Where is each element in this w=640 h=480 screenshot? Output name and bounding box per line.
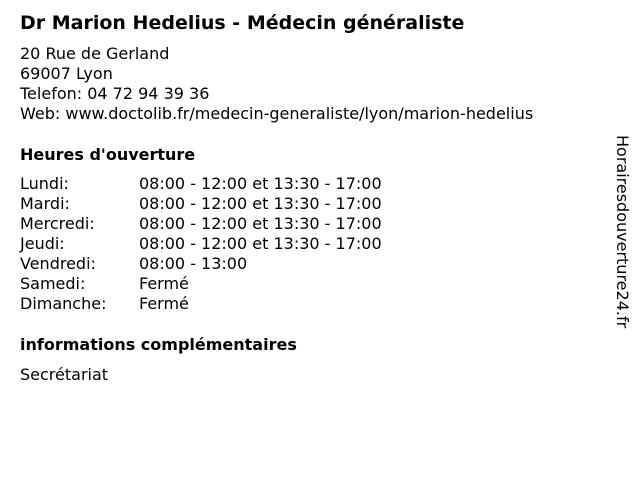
schedule-hours: Fermé [139, 274, 189, 293]
schedule-hours: Fermé [139, 294, 189, 313]
address-street: 20 Rue de Gerland [20, 44, 170, 63]
schedule-day: Samedi: [20, 274, 86, 293]
schedule-hours: 08:00 - 12:00 et 13:30 - 17:00 [139, 174, 382, 193]
schedule-hours: 08:00 - 12:00 et 13:30 - 17:00 [139, 214, 382, 233]
website: Web: www.doctolib.fr/medecin-generaliste/lyon/marion-hedelius [20, 104, 534, 123]
schedule-day: Lundi: [20, 174, 69, 193]
schedule-hours: 08:00 - 13:00 [139, 254, 248, 273]
schedule-day: Mercredi: [20, 214, 95, 233]
schedule-hours: 08:00 - 12:00 et 13:30 - 17:00 [139, 234, 382, 253]
page-title: Dr Marion Hedelius - Médecin généraliste [20, 12, 465, 34]
additional-info-heading: informations complémentaires [20, 335, 297, 354]
schedule-day: Jeudi: [20, 234, 65, 253]
additional-info-text: Secrétariat [20, 365, 109, 384]
watermark-text: Horairesdouverture24.fr [613, 135, 632, 329]
opening-hours-heading: Heures d'ouverture [20, 145, 196, 164]
schedule-day: Vendredi: [20, 254, 96, 273]
address-city: 69007 Lyon [20, 64, 113, 83]
schedule-day: Mardi: [20, 194, 70, 213]
watermark [612, 135, 632, 371]
schedule-day: Dimanche: [20, 294, 107, 313]
phone-number: Telefon: 04 72 94 39 36 [20, 84, 210, 103]
schedule-hours: 08:00 - 12:00 et 13:30 - 17:00 [139, 194, 382, 213]
